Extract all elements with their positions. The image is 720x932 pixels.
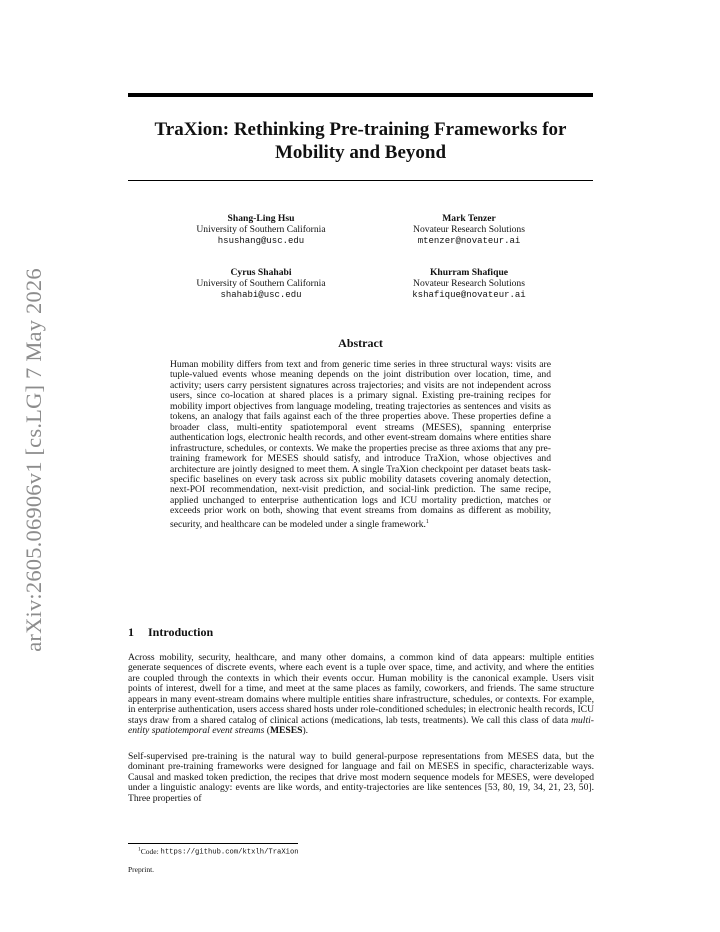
footnote xyxy=(128,846,299,857)
author-block-1 xyxy=(161,214,361,246)
code-link[interactable]: https://github.com/ktxlh/TraXion xyxy=(160,848,299,857)
author-block-2 xyxy=(369,214,569,246)
paragraph-text: Across mobility, security, healthcare, and many other domains, a common kind of data appears: multiple entities generate sequences of discrete events, where each event is a tuple over space, time, and activity, and where the entities are coupled through the contexts in which their events occur. Human mobility is the canonical example. Users visit points of interest, dwell for a time, and meet at the same places as family, coworkers, and friends. The same structure appears in many event-stream domains where multiple entities share infrastructure, schedules, or contexts. For example, in enterprise authentication, users access shared hosts under role-conditioned schedules; in electronic health records, ICU stays draw from a shared catalog of clinical actions (medications, lab tests, treatments). We call this class of data xyxy=(128,652,594,726)
author-block-3 xyxy=(161,268,361,300)
author-email[interactable]: mtenzer@novateur.ai xyxy=(417,235,521,246)
author-affiliation: University of Southern California xyxy=(196,223,326,235)
abstract-body xyxy=(170,360,551,530)
author-name: Khurram Shafique xyxy=(429,267,509,278)
paragraph-text: ( xyxy=(264,725,270,737)
footnote-label: Code: xyxy=(140,846,161,856)
author-name: Shang-Ling Hsu xyxy=(227,213,295,224)
title-line-2: Mobility and Beyond xyxy=(274,142,447,163)
preprint-label: Preprint. xyxy=(128,865,155,874)
abstract-heading: Abstract xyxy=(338,336,383,350)
section-number: 1 xyxy=(128,625,134,639)
author-affiliation: University of Southern California xyxy=(196,277,326,289)
paragraph-text: ). xyxy=(302,725,309,737)
intro-paragraph-1 xyxy=(128,653,594,737)
author-affiliation: Novateur Research Solutions xyxy=(413,277,525,289)
author-affiliation: Novateur Research Solutions xyxy=(413,223,525,235)
footnote-mark: 1 xyxy=(138,846,141,852)
author-email[interactable]: kshafique@novateur.ai xyxy=(412,289,526,300)
abstract-text: Human mobility differs from text and from generic time series in three structural ways: visits are tuple-valued events whose meaning depends on the joint distribution over location, time, and activity; users carry persistent signatures across trajectories; and visits are not independent across users, since co-location at shared places is a primary signal. Existing pre-training recipes for mobility import objectives from language modeling, treating trajectories as sentences and visits as tokens, an analogy that fails against each of the three properties above. These properties define a broader class, multi-entity spatiotemporal event streams (MESES), spanning enterprise authentication logs, electronic health records, and other event-stream domains where entities share infrastructure, schedules, or contexts. We make the properties precise as three axioms that any pre-training framework for MESES should satisfy, and introduce TraXion, whose objectives and architecture are jointly designed to meet them. A single TraXion checkpoint per dataset beats task-specific baselines on every task across six public mobility datasets covering anomaly detection, next-POI recommendation, next-visit prediction, and social-link prediction. The same recipe, applied unchanged to enterprise authentication logs and ICU mortality prediction, matches or exceeds prior work on both, showing that event streams from domains as different as mobility, security, and healthcare can be modeled under a single framework. xyxy=(170,359,551,530)
section-title: Introduction xyxy=(148,625,214,639)
section-heading-introduction xyxy=(128,625,213,640)
arxiv-id-text: arXiv:2605.06906v1 [cs.LG] 7 May 2026 xyxy=(21,268,46,652)
author-email[interactable]: hsushang@usc.edu xyxy=(217,235,305,246)
abstract-footnote-mark[interactable]: 1 xyxy=(425,518,429,525)
title-top-rule xyxy=(128,93,593,97)
footnote-rule xyxy=(128,843,298,844)
emphasized-term: multi-entity spatiotemporal event streams xyxy=(128,714,594,737)
intro-paragraph-2: Self-supervised pre-training is the natural way to build general-purpose representations from MESES data, but the dominant pre-training frameworks were designed for language and fail on MESES in specific, characterizable ways. Causal and masked token prediction, the recipes that drive most modern sequence models for MESES, were developed under a linguistic analogy: events are like words, and entity-trajectories are like sentences [53, 80, 19, 34, 21, 23, 50]. Three properties of xyxy=(128,751,594,804)
author-name: Cyrus Shahabi xyxy=(230,267,292,278)
title-bottom-rule xyxy=(128,180,593,181)
paper-title xyxy=(128,118,593,164)
acronym-meses: MESES xyxy=(269,725,303,737)
title-line-1: TraXion: Rethinking Pre-training Frameworks for xyxy=(154,119,567,140)
arxiv-identifier-stamp xyxy=(20,260,48,660)
author-name: Mark Tenzer xyxy=(442,213,496,224)
author-block-4 xyxy=(369,268,569,300)
author-email[interactable]: shahabi@usc.edu xyxy=(220,289,302,300)
